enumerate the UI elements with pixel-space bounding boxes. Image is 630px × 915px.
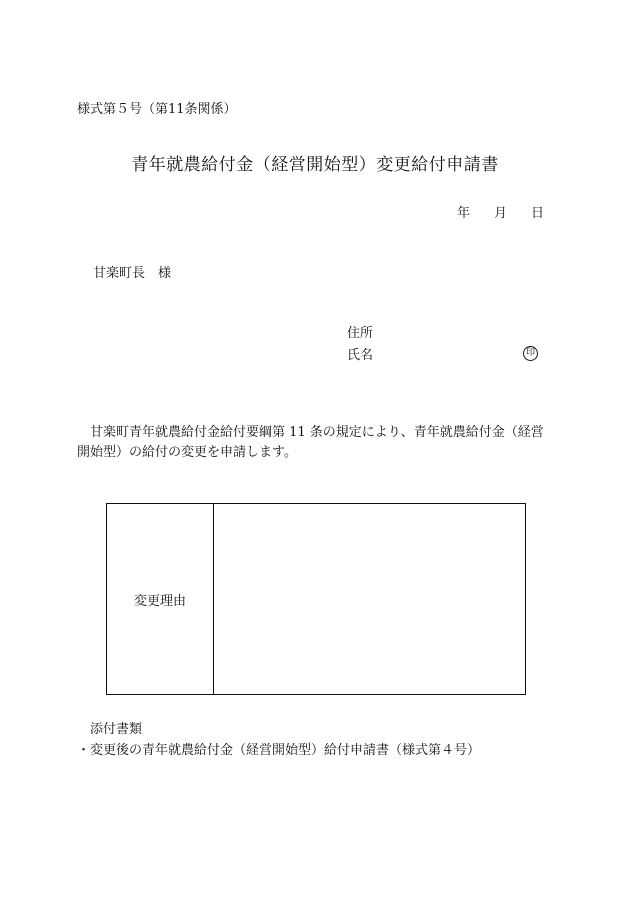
- name-label: 氏名: [347, 348, 374, 363]
- addressee: [93, 262, 171, 281]
- seal-icon: 印: [523, 346, 538, 361]
- date-year-label: 年: [457, 206, 471, 221]
- addressee-honorific: 様: [158, 266, 172, 281]
- change-reason-table: [106, 503, 526, 695]
- change-reason-field[interactable]: [214, 504, 525, 694]
- application-statement: 甘楽町青年就農給付金給付要綱第 11 条の規定により、青年就農給付金（経営開始型）の給付の変更を申請します。: [77, 425, 544, 460]
- date-month-label: 月: [494, 206, 508, 221]
- attachment-item: ・変更後の青年就農給付金（経営開始型）給付申請書（様式第４号）: [77, 743, 481, 758]
- addressee-name: 甘楽町長: [93, 266, 146, 281]
- address-label: 住所: [347, 326, 374, 341]
- date-row: [457, 202, 544, 221]
- attachments-heading: 添付書類: [90, 722, 143, 737]
- form-number: 様式第５号（第11条関係）: [77, 102, 237, 117]
- change-reason-label: 変更理由: [107, 504, 214, 694]
- seal-mark: [523, 344, 538, 361]
- date-day-label: 日: [531, 206, 545, 221]
- document-title: 青年就農給付金（経営開始型）変更給付申請書: [131, 155, 499, 175]
